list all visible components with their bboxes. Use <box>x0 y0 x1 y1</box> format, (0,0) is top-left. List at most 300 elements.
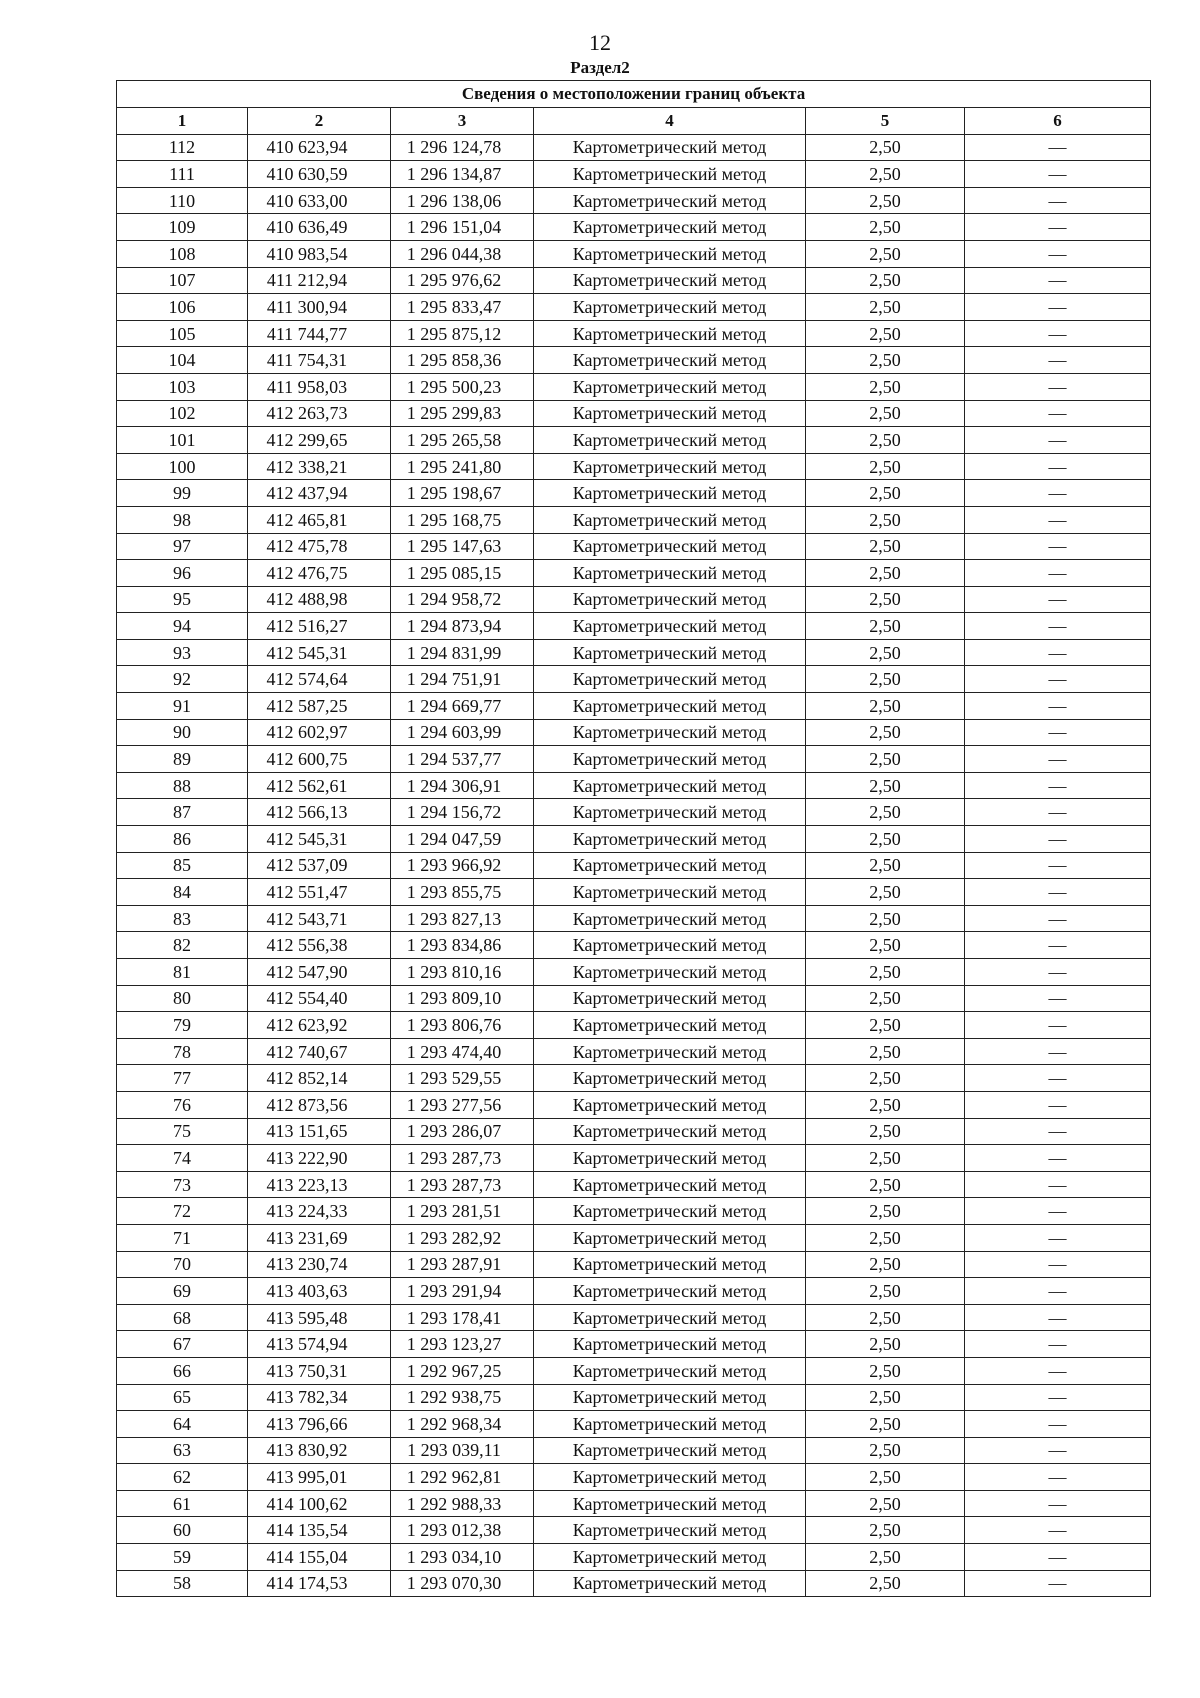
method-cell: Картометрический метод <box>534 879 806 906</box>
method-cell: Картометрический метод <box>534 1517 806 1544</box>
description-cell: — <box>965 879 1151 906</box>
accuracy-cell: 2,50 <box>806 533 965 560</box>
y-coordinate-cell: 1 295 858,36 <box>391 347 534 374</box>
table-row <box>117 1331 1151 1358</box>
method-cell: Картометрический метод <box>534 932 806 959</box>
x-coordinate-cell: 412 574,64 <box>248 666 391 693</box>
y-coordinate-cell: 1 292 988,33 <box>391 1490 534 1517</box>
method-cell: Картометрический метод <box>534 1304 806 1331</box>
description-cell: — <box>965 799 1151 826</box>
accuracy-cell: 2,50 <box>806 666 965 693</box>
description-cell: — <box>965 1038 1151 1065</box>
description-cell: — <box>965 693 1151 720</box>
accuracy-cell: 2,50 <box>806 879 965 906</box>
x-coordinate-cell: 412 740,67 <box>248 1038 391 1065</box>
x-coordinate-cell: 412 475,78 <box>248 533 391 560</box>
accuracy-cell: 2,50 <box>806 826 965 853</box>
method-cell: Картометрический метод <box>534 1091 806 1118</box>
accuracy-cell: 2,50 <box>806 1464 965 1491</box>
point-number-cell: 69 <box>117 1278 248 1305</box>
description-cell: — <box>965 267 1151 294</box>
accuracy-cell: 2,50 <box>806 1278 965 1305</box>
point-number-cell: 58 <box>117 1570 248 1597</box>
description-cell: — <box>965 1544 1151 1571</box>
table-row <box>117 1198 1151 1225</box>
description-cell: — <box>965 373 1151 400</box>
y-coordinate-cell: 1 293 287,73 <box>391 1171 534 1198</box>
table-row <box>117 1012 1151 1039</box>
accuracy-cell: 2,50 <box>806 1091 965 1118</box>
y-coordinate-cell: 1 294 156,72 <box>391 799 534 826</box>
table-row <box>117 267 1151 294</box>
y-coordinate-cell: 1 294 873,94 <box>391 613 534 640</box>
y-coordinate-cell: 1 293 286,07 <box>391 1118 534 1145</box>
table-caption: Сведения о местоположении границ объекта <box>117 81 1151 108</box>
accuracy-cell: 2,50 <box>806 1198 965 1225</box>
x-coordinate-cell: 412 338,21 <box>248 453 391 480</box>
description-cell: — <box>965 1278 1151 1305</box>
section-title: Раздел2 <box>570 58 630 77</box>
method-cell: Картометрический метод <box>534 1145 806 1172</box>
table-row <box>117 1171 1151 1198</box>
table-row <box>117 373 1151 400</box>
accuracy-cell: 2,50 <box>806 1411 965 1438</box>
x-coordinate-cell: 412 537,09 <box>248 852 391 879</box>
x-coordinate-cell: 412 545,31 <box>248 826 391 853</box>
point-number-cell: 63 <box>117 1437 248 1464</box>
method-cell: Картометрический метод <box>534 1490 806 1517</box>
method-cell: Картометрический метод <box>534 1251 806 1278</box>
y-coordinate-cell: 1 294 537,77 <box>391 746 534 773</box>
boundary-table <box>116 80 1151 1597</box>
x-coordinate-cell: 412 299,65 <box>248 427 391 454</box>
y-coordinate-cell: 1 292 938,75 <box>391 1384 534 1411</box>
column-header-3: 3 <box>391 108 534 135</box>
description-cell: — <box>965 1198 1151 1225</box>
table-row <box>117 693 1151 720</box>
y-coordinate-cell: 1 294 751,91 <box>391 666 534 693</box>
point-number-cell: 79 <box>117 1012 248 1039</box>
table-head <box>117 81 1151 135</box>
description-cell: — <box>965 1384 1151 1411</box>
method-cell: Картометрический метод <box>534 267 806 294</box>
accuracy-cell: 2,50 <box>806 1224 965 1251</box>
method-cell: Картометрический метод <box>534 772 806 799</box>
point-number-cell: 106 <box>117 294 248 321</box>
method-cell: Картометрический метод <box>534 1464 806 1491</box>
x-coordinate-cell: 414 135,54 <box>248 1517 391 1544</box>
table-body <box>117 134 1151 1597</box>
x-coordinate-cell: 413 222,90 <box>248 1145 391 1172</box>
description-cell: — <box>965 347 1151 374</box>
table-row <box>117 1145 1151 1172</box>
accuracy-cell: 2,50 <box>806 799 965 826</box>
table-row <box>117 772 1151 799</box>
method-cell: Картометрический метод <box>534 240 806 267</box>
x-coordinate-cell: 413 574,94 <box>248 1331 391 1358</box>
method-cell: Картометрический метод <box>534 347 806 374</box>
method-cell: Картометрический метод <box>534 1411 806 1438</box>
description-cell: — <box>965 826 1151 853</box>
y-coordinate-cell: 1 295 833,47 <box>391 294 534 321</box>
accuracy-cell: 2,50 <box>806 1331 965 1358</box>
method-cell: Картометрический метод <box>534 480 806 507</box>
x-coordinate-cell: 413 230,74 <box>248 1251 391 1278</box>
point-number-cell: 71 <box>117 1224 248 1251</box>
x-coordinate-cell: 412 488,98 <box>248 586 391 613</box>
point-number-cell: 99 <box>117 480 248 507</box>
description-cell: — <box>965 1331 1151 1358</box>
y-coordinate-cell: 1 293 529,55 <box>391 1065 534 1092</box>
point-number-cell: 67 <box>117 1331 248 1358</box>
method-cell: Картометрический метод <box>534 373 806 400</box>
y-coordinate-cell: 1 295 500,23 <box>391 373 534 400</box>
description-cell: — <box>965 320 1151 347</box>
point-number-cell: 98 <box>117 506 248 533</box>
table-row <box>117 879 1151 906</box>
method-cell: Картометрический метод <box>534 1384 806 1411</box>
table-row <box>117 214 1151 241</box>
y-coordinate-cell: 1 295 085,15 <box>391 560 534 587</box>
x-coordinate-cell: 412 547,90 <box>248 959 391 986</box>
table-row <box>117 533 1151 560</box>
point-number-cell: 91 <box>117 693 248 720</box>
method-cell: Картометрический метод <box>534 453 806 480</box>
table-row <box>117 1490 1151 1517</box>
point-number-cell: 72 <box>117 1198 248 1225</box>
x-coordinate-cell: 412 623,92 <box>248 1012 391 1039</box>
point-number-cell: 62 <box>117 1464 248 1491</box>
accuracy-cell: 2,50 <box>806 1437 965 1464</box>
y-coordinate-cell: 1 293 178,41 <box>391 1304 534 1331</box>
table-row <box>117 161 1151 188</box>
point-number-cell: 82 <box>117 932 248 959</box>
y-coordinate-cell: 1 293 855,75 <box>391 879 534 906</box>
description-cell: — <box>965 1570 1151 1597</box>
y-coordinate-cell: 1 293 277,56 <box>391 1091 534 1118</box>
description-cell: — <box>965 134 1151 161</box>
description-cell: — <box>965 533 1151 560</box>
accuracy-cell: 2,50 <box>806 1570 965 1597</box>
method-cell: Картометрический метод <box>534 400 806 427</box>
accuracy-cell: 2,50 <box>806 214 965 241</box>
method-cell: Картометрический метод <box>534 506 806 533</box>
point-number-cell: 88 <box>117 772 248 799</box>
method-cell: Картометрический метод <box>534 799 806 826</box>
table-row <box>117 666 1151 693</box>
table-row <box>117 1570 1151 1597</box>
method-cell: Картометрический метод <box>534 905 806 932</box>
method-cell: Картометрический метод <box>534 1171 806 1198</box>
x-coordinate-cell: 413 224,33 <box>248 1198 391 1225</box>
point-number-cell: 107 <box>117 267 248 294</box>
method-cell: Картометрический метод <box>534 1437 806 1464</box>
x-coordinate-cell: 412 476,75 <box>248 560 391 587</box>
point-number-cell: 85 <box>117 852 248 879</box>
description-cell: — <box>965 985 1151 1012</box>
point-number-cell: 73 <box>117 1171 248 1198</box>
description-cell: — <box>965 506 1151 533</box>
accuracy-cell: 2,50 <box>806 1384 965 1411</box>
point-number-cell: 108 <box>117 240 248 267</box>
x-coordinate-cell: 412 437,94 <box>248 480 391 507</box>
table-row <box>117 613 1151 640</box>
table-row <box>117 959 1151 986</box>
y-coordinate-cell: 1 295 976,62 <box>391 267 534 294</box>
description-cell: — <box>965 294 1151 321</box>
point-number-cell: 92 <box>117 666 248 693</box>
accuracy-cell: 2,50 <box>806 373 965 400</box>
y-coordinate-cell: 1 294 047,59 <box>391 826 534 853</box>
x-coordinate-cell: 412 543,71 <box>248 905 391 932</box>
x-coordinate-cell: 412 873,56 <box>248 1091 391 1118</box>
method-cell: Картометрический метод <box>534 1331 806 1358</box>
point-number-cell: 87 <box>117 799 248 826</box>
method-cell: Картометрический метод <box>534 719 806 746</box>
table-row <box>117 1517 1151 1544</box>
accuracy-cell: 2,50 <box>806 267 965 294</box>
x-coordinate-cell: 412 602,97 <box>248 719 391 746</box>
description-cell: — <box>965 1091 1151 1118</box>
table-row <box>117 347 1151 374</box>
description-cell: — <box>965 1171 1151 1198</box>
method-cell: Картометрический метод <box>534 639 806 666</box>
method-cell: Картометрический метод <box>534 746 806 773</box>
point-number-cell: 93 <box>117 639 248 666</box>
description-cell: — <box>965 1118 1151 1145</box>
method-cell: Картометрический метод <box>534 1038 806 1065</box>
accuracy-cell: 2,50 <box>806 1038 965 1065</box>
x-coordinate-cell: 413 595,48 <box>248 1304 391 1331</box>
x-coordinate-cell: 412 556,38 <box>248 932 391 959</box>
point-number-cell: 83 <box>117 905 248 932</box>
table-row <box>117 746 1151 773</box>
point-number-cell: 76 <box>117 1091 248 1118</box>
method-cell: Картометрический метод <box>534 693 806 720</box>
description-cell: — <box>965 905 1151 932</box>
table-row <box>117 905 1151 932</box>
description-cell: — <box>965 1437 1151 1464</box>
table-row <box>117 134 1151 161</box>
table-row <box>117 1304 1151 1331</box>
accuracy-cell: 2,50 <box>806 693 965 720</box>
method-cell: Картометрический метод <box>534 985 806 1012</box>
table-row <box>117 1065 1151 1092</box>
method-cell: Картометрический метод <box>534 320 806 347</box>
y-coordinate-cell: 1 293 827,13 <box>391 905 534 932</box>
table-row <box>117 1038 1151 1065</box>
y-coordinate-cell: 1 292 968,34 <box>391 1411 534 1438</box>
method-cell: Картометрический метод <box>534 187 806 214</box>
method-cell: Картометрический метод <box>534 1065 806 1092</box>
accuracy-cell: 2,50 <box>806 427 965 454</box>
table-row <box>117 586 1151 613</box>
x-coordinate-cell: 411 300,94 <box>248 294 391 321</box>
accuracy-cell: 2,50 <box>806 719 965 746</box>
description-cell: — <box>965 586 1151 613</box>
table-row <box>117 1464 1151 1491</box>
table-row <box>117 294 1151 321</box>
method-cell: Картометрический метод <box>534 1544 806 1571</box>
accuracy-cell: 2,50 <box>806 639 965 666</box>
x-coordinate-cell: 414 100,62 <box>248 1490 391 1517</box>
point-number-cell: 97 <box>117 533 248 560</box>
point-number-cell: 77 <box>117 1065 248 1092</box>
accuracy-cell: 2,50 <box>806 187 965 214</box>
description-cell: — <box>965 666 1151 693</box>
point-number-cell: 74 <box>117 1145 248 1172</box>
accuracy-cell: 2,50 <box>806 161 965 188</box>
method-cell: Картометрический метод <box>534 852 806 879</box>
accuracy-cell: 2,50 <box>806 772 965 799</box>
x-coordinate-cell: 413 750,31 <box>248 1357 391 1384</box>
table-header-row <box>117 108 1151 135</box>
point-number-cell: 102 <box>117 400 248 427</box>
point-number-cell: 95 <box>117 586 248 613</box>
y-coordinate-cell: 1 293 474,40 <box>391 1038 534 1065</box>
description-cell: — <box>965 1464 1151 1491</box>
description-cell: — <box>965 453 1151 480</box>
description-cell: — <box>965 1304 1151 1331</box>
y-coordinate-cell: 1 295 265,58 <box>391 427 534 454</box>
x-coordinate-cell: 410 983,54 <box>248 240 391 267</box>
y-coordinate-cell: 1 296 138,06 <box>391 187 534 214</box>
accuracy-cell: 2,50 <box>806 613 965 640</box>
point-number-cell: 65 <box>117 1384 248 1411</box>
y-coordinate-cell: 1 293 809,10 <box>391 985 534 1012</box>
point-number-cell: 111 <box>117 161 248 188</box>
description-cell: — <box>965 772 1151 799</box>
method-cell: Картометрический метод <box>534 161 806 188</box>
accuracy-cell: 2,50 <box>806 1171 965 1198</box>
point-number-cell: 109 <box>117 214 248 241</box>
point-number-cell: 64 <box>117 1411 248 1438</box>
description-cell: — <box>965 613 1151 640</box>
description-cell: — <box>965 214 1151 241</box>
y-coordinate-cell: 1 293 282,92 <box>391 1224 534 1251</box>
point-number-cell: 60 <box>117 1517 248 1544</box>
point-number-cell: 61 <box>117 1490 248 1517</box>
y-coordinate-cell: 1 293 281,51 <box>391 1198 534 1225</box>
y-coordinate-cell: 1 296 124,78 <box>391 134 534 161</box>
column-header-2: 2 <box>248 108 391 135</box>
method-cell: Картометрический метод <box>534 1198 806 1225</box>
description-cell: — <box>965 1411 1151 1438</box>
y-coordinate-cell: 1 295 198,67 <box>391 480 534 507</box>
x-coordinate-cell: 412 600,75 <box>248 746 391 773</box>
table-row <box>117 560 1151 587</box>
y-coordinate-cell: 1 293 039,11 <box>391 1437 534 1464</box>
table-row <box>117 1411 1151 1438</box>
table-row <box>117 1384 1151 1411</box>
table-row <box>117 1357 1151 1384</box>
table-row <box>117 1544 1151 1571</box>
accuracy-cell: 2,50 <box>806 1118 965 1145</box>
accuracy-cell: 2,50 <box>806 1065 965 1092</box>
method-cell: Картометрический метод <box>534 533 806 560</box>
x-coordinate-cell: 410 633,00 <box>248 187 391 214</box>
point-number-cell: 94 <box>117 613 248 640</box>
method-cell: Картометрический метод <box>534 1012 806 1039</box>
point-number-cell: 112 <box>117 134 248 161</box>
accuracy-cell: 2,50 <box>806 959 965 986</box>
accuracy-cell: 2,50 <box>806 1145 965 1172</box>
x-coordinate-cell: 414 155,04 <box>248 1544 391 1571</box>
accuracy-cell: 2,50 <box>806 506 965 533</box>
table-row <box>117 932 1151 959</box>
table-row <box>117 1224 1151 1251</box>
y-coordinate-cell: 1 293 291,94 <box>391 1278 534 1305</box>
column-header-5: 5 <box>806 108 965 135</box>
accuracy-cell: 2,50 <box>806 134 965 161</box>
x-coordinate-cell: 410 630,59 <box>248 161 391 188</box>
method-cell: Картометрический метод <box>534 1278 806 1305</box>
column-header-1: 1 <box>117 108 248 135</box>
point-number-cell: 105 <box>117 320 248 347</box>
method-cell: Картометрический метод <box>534 294 806 321</box>
point-number-cell: 101 <box>117 427 248 454</box>
accuracy-cell: 2,50 <box>806 480 965 507</box>
accuracy-cell: 2,50 <box>806 985 965 1012</box>
y-coordinate-cell: 1 294 669,77 <box>391 693 534 720</box>
accuracy-cell: 2,50 <box>806 1304 965 1331</box>
description-cell: — <box>965 427 1151 454</box>
method-cell: Картометрический метод <box>534 560 806 587</box>
description-cell: — <box>965 1357 1151 1384</box>
accuracy-cell: 2,50 <box>806 320 965 347</box>
accuracy-cell: 2,50 <box>806 905 965 932</box>
y-coordinate-cell: 1 295 875,12 <box>391 320 534 347</box>
table-row <box>117 480 1151 507</box>
accuracy-cell: 2,50 <box>806 1517 965 1544</box>
description-cell: — <box>965 1517 1151 1544</box>
method-cell: Картометрический метод <box>534 1570 806 1597</box>
y-coordinate-cell: 1 293 966,92 <box>391 852 534 879</box>
y-coordinate-cell: 1 294 603,99 <box>391 719 534 746</box>
y-coordinate-cell: 1 295 168,75 <box>391 506 534 533</box>
description-cell: — <box>965 1145 1151 1172</box>
description-cell: — <box>965 852 1151 879</box>
y-coordinate-cell: 1 293 834,86 <box>391 932 534 959</box>
accuracy-cell: 2,50 <box>806 1012 965 1039</box>
table-row <box>117 187 1151 214</box>
x-coordinate-cell: 412 566,13 <box>248 799 391 826</box>
table-row <box>117 799 1151 826</box>
method-cell: Картометрический метод <box>534 959 806 986</box>
x-coordinate-cell: 412 852,14 <box>248 1065 391 1092</box>
point-number-cell: 78 <box>117 1038 248 1065</box>
accuracy-cell: 2,50 <box>806 294 965 321</box>
y-coordinate-cell: 1 295 147,63 <box>391 533 534 560</box>
table-row <box>117 506 1151 533</box>
accuracy-cell: 2,50 <box>806 852 965 879</box>
y-coordinate-cell: 1 295 241,80 <box>391 453 534 480</box>
x-coordinate-cell: 413 403,63 <box>248 1278 391 1305</box>
x-coordinate-cell: 412 587,25 <box>248 693 391 720</box>
y-coordinate-cell: 1 293 810,16 <box>391 959 534 986</box>
x-coordinate-cell: 413 830,92 <box>248 1437 391 1464</box>
table-caption-row <box>117 81 1151 108</box>
description-cell: — <box>965 187 1151 214</box>
y-coordinate-cell: 1 294 958,72 <box>391 586 534 613</box>
description-cell: — <box>965 560 1151 587</box>
y-coordinate-cell: 1 296 044,38 <box>391 240 534 267</box>
table-row <box>117 320 1151 347</box>
table-row <box>117 1437 1151 1464</box>
accuracy-cell: 2,50 <box>806 560 965 587</box>
description-cell: — <box>965 1012 1151 1039</box>
method-cell: Картометрический метод <box>534 1224 806 1251</box>
